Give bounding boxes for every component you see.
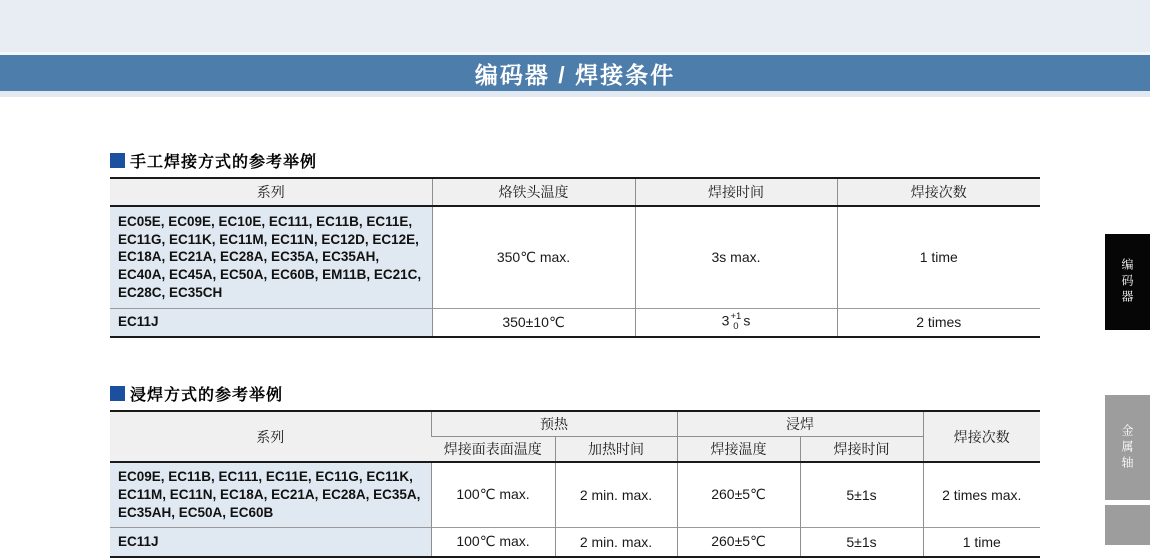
solder-temp-cell: 260±5℃ xyxy=(677,527,800,557)
col-header-solder-time: 焊接时间 xyxy=(635,178,837,206)
table-row xyxy=(110,206,1040,308)
solder-time-cell: 5±1s xyxy=(800,462,923,527)
series-cell: EC11J xyxy=(110,527,431,557)
side-tab-partial[interactable] xyxy=(1105,505,1150,545)
section-heading-text: 手工焊接方式的参考举例 xyxy=(130,154,318,171)
col-header-cycles: 焊接次数 xyxy=(837,178,1040,206)
series-cell: EC05E, EC09E, EC10E, EC111, EC11B, EC11E, EC11G, EC11K, EC11M, EC11N, EC12D, EC12E, EC18A, EC21A, EC28A, EC35A, EC35AH, EC40A, EC45A, EC50A, EC60B, EM11B, EC21C, EC28C, EC35CH xyxy=(110,206,432,308)
table-header-group-row xyxy=(110,411,1040,437)
section-heading-hand-soldering xyxy=(110,149,317,172)
col-header-series: 系列 xyxy=(110,411,431,462)
side-tab-encoder[interactable] xyxy=(1105,234,1150,330)
col-header-surface-temp: 焊接面表面温度 xyxy=(431,437,555,463)
col-header-tip-temp: 烙铁头温度 xyxy=(432,178,635,206)
heat-time-cell: 2 min. max. xyxy=(555,527,677,557)
surface-temp-cell: 100℃ max. xyxy=(431,462,555,527)
solder-temp-cell: 260±5℃ xyxy=(677,462,800,527)
side-tab-metal-shaft-label: 金属轴 xyxy=(1120,423,1134,472)
page-title: 编码器 / 焊接条件 xyxy=(474,61,676,88)
group-header-dip: 浸焊 xyxy=(677,411,923,437)
col-header-solder-time: 焊接时间 xyxy=(800,437,923,463)
time-tolerance xyxy=(730,312,741,332)
col-header-solder-temp: 焊接温度 xyxy=(677,437,800,463)
solder-time-cell xyxy=(635,308,837,337)
side-tab-encoder-label: 编码器 xyxy=(1120,258,1134,306)
top-band xyxy=(0,0,1150,52)
col-header-heat-time: 加热时间 xyxy=(555,437,677,463)
tip-temp-cell: 350±10℃ xyxy=(432,308,635,337)
table-row xyxy=(110,462,1040,527)
heat-time-cell: 2 min. max. xyxy=(555,462,677,527)
series-cell: EC11J xyxy=(110,308,432,337)
col-header-series: 系列 xyxy=(110,178,432,206)
blue-square-bullet-icon xyxy=(110,386,125,401)
table-row xyxy=(110,527,1040,557)
group-header-preheat: 预热 xyxy=(431,411,677,437)
title-bar-shadow xyxy=(0,91,1150,97)
series-cell: EC09E, EC11B, EC111, EC11E, EC11G, EC11K, EC11M, EC11N, EC18A, EC21A, EC28A, EC35A, EC35AH, EC50A, EC60B xyxy=(110,462,431,527)
section-heading-dip-soldering xyxy=(110,382,283,405)
time-sub: 0 xyxy=(733,321,739,333)
blue-square-bullet-icon xyxy=(110,153,125,168)
time-sup: +1 xyxy=(730,311,742,323)
table-row xyxy=(110,308,1040,337)
dip-soldering-table xyxy=(110,410,1040,558)
surface-temp-cell: 100℃ max. xyxy=(431,527,555,557)
solder-time-cell: 3s max. xyxy=(635,206,837,308)
cycles-cell: 2 times max. xyxy=(923,462,1040,527)
section-heading-text: 浸焊方式的参考举例 xyxy=(130,387,284,404)
table-header-row xyxy=(110,178,1040,206)
hand-soldering-table xyxy=(110,177,1040,338)
cycles-cell: 1 time xyxy=(923,527,1040,557)
side-tab-metal-shaft[interactable] xyxy=(1105,395,1150,500)
tip-temp-cell: 350℃ max. xyxy=(432,206,635,308)
solder-time-cell: 5±1s xyxy=(800,527,923,557)
page-title-bar xyxy=(0,55,1150,91)
cycles-cell: 1 time xyxy=(837,206,1040,308)
time-unit: s xyxy=(743,312,751,329)
col-header-cycles: 焊接次数 xyxy=(923,411,1040,462)
cycles-cell: 2 times xyxy=(837,308,1040,337)
time-base: 3 xyxy=(721,312,730,329)
